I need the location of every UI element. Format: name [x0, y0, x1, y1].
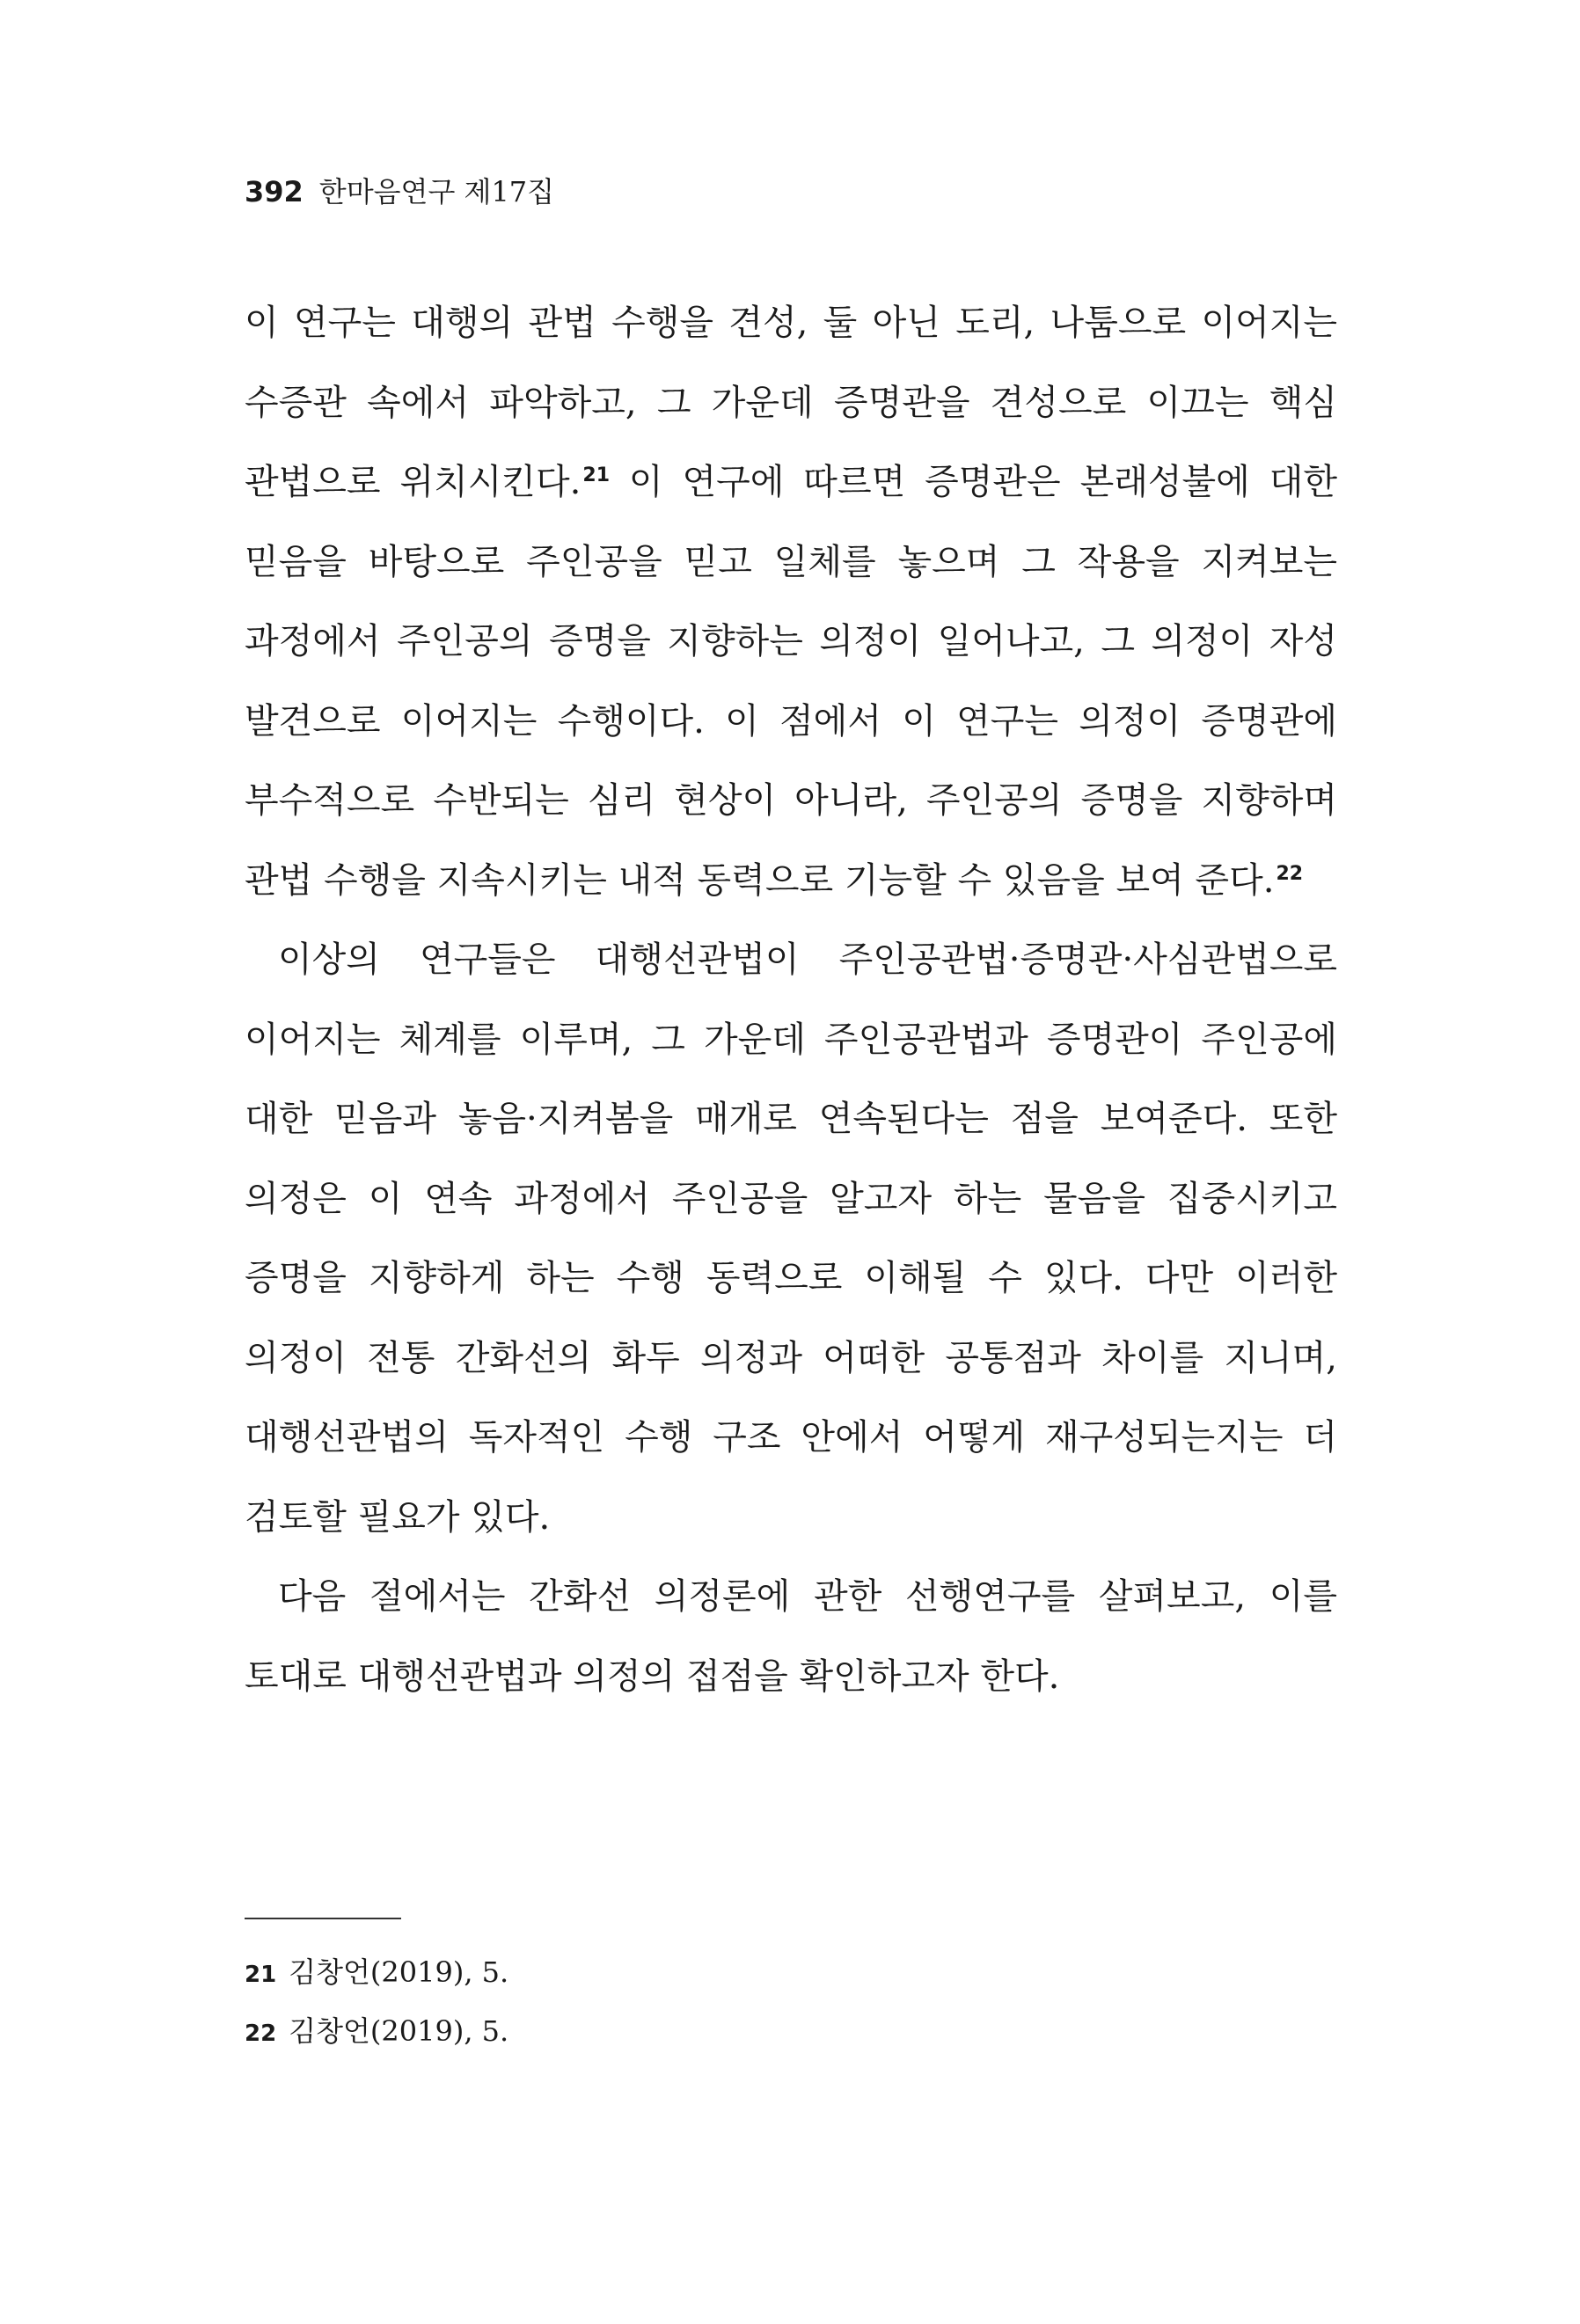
footnote-ref[interactable]: 22 — [1276, 862, 1304, 885]
journal-title: 한마음연구 제17집 — [318, 175, 555, 208]
footnote-text: 김창언(2019), 5. — [289, 1955, 509, 1989]
text-line — [245, 841, 1337, 921]
text-line — [245, 363, 1337, 443]
text-line — [245, 1637, 1337, 1717]
footnote-ref[interactable]: 21 — [582, 464, 611, 486]
paragraph — [245, 1557, 1337, 1716]
text-line — [245, 682, 1337, 762]
line-text: 다음 절에서는 간화선 의정론에 관한 선행연구를 살펴보고, 이를 — [278, 1576, 1337, 1617]
line-text: 토대로 대행선관법과 의정의 접점을 확인하고자 한다. — [245, 1655, 1060, 1697]
footnote-number: 21 — [245, 1962, 277, 1988]
body-text — [245, 283, 1337, 1716]
line-text: 관법 수행을 지속시키는 내적 동력으로 기능할 수 있음을 보여 준다. — [245, 859, 1275, 901]
line-text: 검토할 필요가 있다. — [245, 1496, 551, 1538]
footnote-22 — [245, 2003, 508, 2062]
line-text: 관법으로 위치시킨다. — [245, 462, 582, 502]
line-text: 발견으로 이어지는 수행이다. 이 점에서 이 연구는 의정이 증명관에 — [245, 700, 1337, 742]
line-text: 증명을 지향하게 하는 수행 동력으로 이해될 수 있다. 다만 이러한 — [245, 1258, 1337, 1298]
line-text: 믿음을 바탕으로 주인공을 믿고 일체를 놓으며 그 작용을 지켜보는 — [245, 541, 1337, 582]
line-text: 의정은 이 연속 과정에서 주인공을 알고자 하는 물음을 집중시키고 — [245, 1178, 1337, 1219]
line-text: 수증관 속에서 파악하고, 그 가운데 증명관을 견성으로 이끄는 핵심 — [245, 382, 1337, 423]
text-line — [245, 442, 1337, 523]
text-line — [245, 1079, 1337, 1159]
page-number: 392 — [245, 175, 304, 208]
footnote-number: 22 — [245, 2021, 277, 2047]
line-text: 이상의 연구들은 대행선관법이 주인공관법·증명관·사심관법으로 — [278, 939, 1337, 980]
line-text: 대행선관법의 독자적인 수행 구조 안에서 어떻게 재구성되는지는 더 — [245, 1417, 1337, 1458]
footnote-text: 김창언(2019), 5. — [289, 2014, 509, 2048]
line-text: 과정에서 주인공의 증명을 지향하는 의정이 일어나고, 그 의정이 자성 — [245, 621, 1337, 661]
text-line — [245, 1478, 1337, 1558]
text-line — [245, 283, 1337, 363]
text-line — [245, 920, 1337, 1000]
paragraph — [245, 283, 1337, 920]
paragraph — [245, 920, 1337, 1557]
text-line — [245, 1557, 1337, 1637]
text-line — [245, 761, 1337, 841]
line-text-continued: 이 연구에 따르면 증명관은 본래성불에 대한 — [610, 462, 1337, 502]
text-line — [245, 1239, 1337, 1319]
footnote-divider — [245, 1918, 401, 1919]
footnotes — [245, 1944, 508, 2062]
text-line — [245, 1398, 1337, 1478]
line-text: 부수적으로 수반되는 심리 현상이 아니라, 주인공의 증명을 지향하며 — [245, 780, 1337, 821]
text-line — [245, 602, 1337, 682]
line-text: 이어지는 체계를 이루며, 그 가운데 주인공관법과 증명관이 주인공에 — [245, 1019, 1337, 1060]
running-head — [245, 172, 554, 211]
footnote-21 — [245, 1944, 508, 2003]
line-text: 대한 믿음과 놓음·지켜봄을 매개로 연속된다는 점을 보여준다. 또한 — [245, 1099, 1337, 1139]
text-line — [245, 1319, 1337, 1399]
text-line — [245, 1000, 1337, 1080]
text-line — [245, 1159, 1337, 1239]
text-line — [245, 523, 1337, 603]
line-text: 이 연구는 대행의 관법 수행을 견성, 둘 아닌 도리, 나툼으로 이어지는 — [245, 303, 1337, 343]
line-text: 의정이 전통 간화선의 화두 의정과 어떠한 공통점과 차이를 지니며, — [245, 1337, 1337, 1378]
